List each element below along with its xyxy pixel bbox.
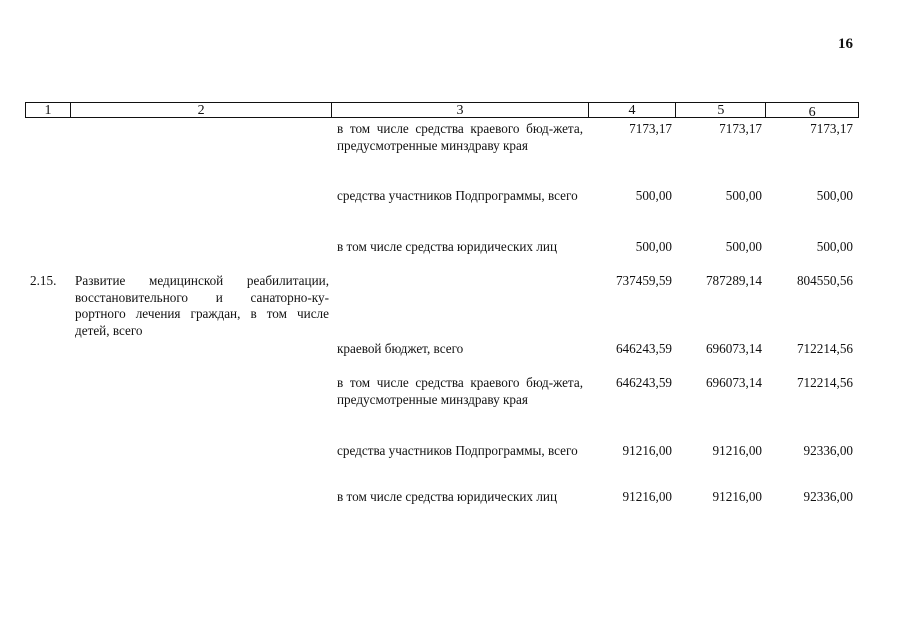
table-row-0-col6: 7173,17 [810, 121, 853, 136]
page-number: 16 [838, 36, 853, 52]
table-row-4-col4: 646243,59 [615, 341, 672, 356]
header-col-6 [766, 103, 858, 120]
table-row-0-desc: в том числе средства краевого бюд-жета, предусмотренные минздраву края [337, 121, 583, 153]
table-row-3-col6: 804550,56 [796, 273, 853, 288]
header-col-3: 3 [332, 103, 588, 117]
table-row-6-col4: 91216,00 [622, 443, 672, 458]
table-row-3-col5: 787289,14 [705, 273, 762, 288]
table-row-5-col4: 646243,59 [615, 375, 672, 390]
header-col-6-label: 6 [808, 105, 816, 120]
table-row-6-col6: 92336,00 [803, 443, 853, 458]
table-row-4-desc: краевой бюджет, всего [337, 341, 464, 356]
table-row-2-col5: 500,00 [725, 239, 762, 254]
table-row-1-desc: средства участников Подпрограммы, всего [337, 188, 578, 203]
table-row-0-col5: 7173,17 [719, 121, 762, 136]
table-row-5-desc: в том числе средства краевого бюд-жета, предусмотренные минздраву края [337, 375, 583, 407]
header-col-2: 2 [71, 103, 332, 117]
section-number: 2.15. [30, 273, 57, 288]
section-name: Развитие медицинской реабилитации, восстановительного и санаторно-ку-рортного лечения граждан, в том числе детей, всего [75, 273, 329, 339]
table-row-7-col6: 92336,00 [803, 489, 853, 504]
table-row-1-col5: 500,00 [725, 188, 762, 203]
table-row-7-desc: в том числе средства юридических лиц [337, 489, 558, 504]
table-row-6-col5: 91216,00 [712, 443, 762, 458]
table-header-row [25, 102, 859, 118]
header-col-4: 4 [589, 103, 677, 117]
table-row-0-col4: 7173,17 [629, 121, 672, 136]
header-col-1: 1 [26, 103, 71, 117]
table-row-6-desc: средства участников Подпрограммы, всего [337, 443, 578, 458]
table-row-1-col4: 500,00 [635, 188, 672, 203]
table-row-1-col6: 500,00 [816, 188, 853, 203]
table-row-3-col4: 737459,59 [615, 273, 672, 288]
table-row-2-col4: 500,00 [635, 239, 672, 254]
table-row-4-col5: 696073,14 [705, 341, 762, 356]
table-row-2-desc: в том числе средства юридических лиц [337, 239, 558, 254]
table-row-2-col6: 500,00 [816, 239, 853, 254]
table-row-4-col6: 712214,56 [796, 341, 853, 356]
table-row-5-col6: 712214,56 [796, 375, 853, 390]
table-row-5-col5: 696073,14 [705, 375, 762, 390]
header-col-5: 5 [676, 103, 766, 117]
table-row-7-col5: 91216,00 [712, 489, 762, 504]
table-row-7-col4: 91216,00 [622, 489, 672, 504]
